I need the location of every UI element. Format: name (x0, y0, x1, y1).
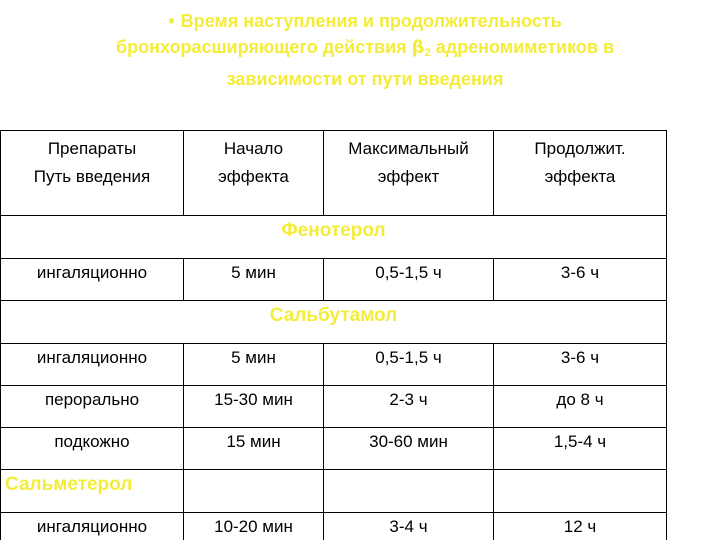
title-line-2-after: адреномиметиков в (430, 37, 615, 57)
title-line-1-text: Время наступления и продолжительность (180, 11, 562, 31)
cell-onset: 5 мин (184, 344, 324, 386)
header-cell-duration (494, 131, 667, 216)
cell-max-effect: 3-4 ч (324, 513, 494, 540)
table-header-row (1, 131, 667, 216)
bullet-icon: • (168, 11, 175, 31)
header-cell-drug-route (1, 131, 184, 216)
header-text: эффекта (218, 167, 289, 186)
beta-symbol: β (411, 37, 425, 58)
group-name: Фенотерол (1, 216, 667, 259)
cell-duration: 1,5-4 ч (494, 428, 667, 470)
table-row (1, 428, 667, 470)
table-row (1, 513, 667, 540)
cell-max-effect: 30-60 мин (324, 428, 494, 470)
header-text: Путь введения (33, 167, 151, 186)
title-line-1 (40, 8, 690, 34)
group-row-salmeterol (1, 470, 667, 513)
header-text: эффекта (544, 167, 616, 186)
table-body (1, 131, 667, 540)
cell-onset: 10-20 мин (184, 513, 324, 540)
table-row (1, 344, 667, 386)
group-row-fenoterol (1, 216, 667, 259)
header-text: Препараты (47, 139, 137, 158)
table-row (1, 386, 667, 428)
empty-cell (184, 470, 324, 513)
empty-cell (494, 470, 667, 513)
cell-route: подкожно (1, 428, 184, 470)
empty-cell (324, 470, 494, 513)
cell-max-effect: 0,5-1,5 ч (324, 259, 494, 301)
cell-route: ингаляционно (1, 259, 184, 301)
group-row-salbutamol (1, 301, 667, 344)
cell-duration: до 8 ч (494, 386, 667, 428)
slide-title (40, 8, 690, 92)
title-line-2 (40, 34, 690, 66)
header-cell-onset (184, 131, 324, 216)
header-text: эффект (377, 167, 440, 186)
cell-route: ингаляционно (1, 344, 184, 386)
cell-onset: 15-30 мин (184, 386, 324, 428)
header-text: Максимальный (348, 139, 469, 158)
cell-duration: 3-6 ч (494, 259, 667, 301)
cell-duration: 12 ч (494, 513, 667, 540)
cell-route: ингаляционно (1, 513, 184, 540)
header-text: Продолжит. (534, 139, 626, 158)
cell-onset: 15 мин (184, 428, 324, 470)
header-cell-max-effect (324, 131, 494, 216)
table-row (1, 259, 667, 301)
group-name: Сальбутамол (1, 301, 667, 344)
cell-route: перорально (1, 386, 184, 428)
title-line-3: зависимости от пути введения (226, 69, 504, 89)
cell-max-effect: 2-3 ч (324, 386, 494, 428)
cell-max-effect: 0,5-1,5 ч (324, 344, 494, 386)
beta-subscript: 2 (424, 47, 431, 59)
group-name: Сальметерол (1, 470, 184, 513)
cell-duration: 3-6 ч (494, 344, 667, 386)
title-line-2-before: бронхорасширяющего действия (115, 37, 412, 57)
header-text: Начало (223, 139, 284, 158)
cell-onset: 5 мин (184, 259, 324, 301)
drug-table (0, 130, 667, 540)
